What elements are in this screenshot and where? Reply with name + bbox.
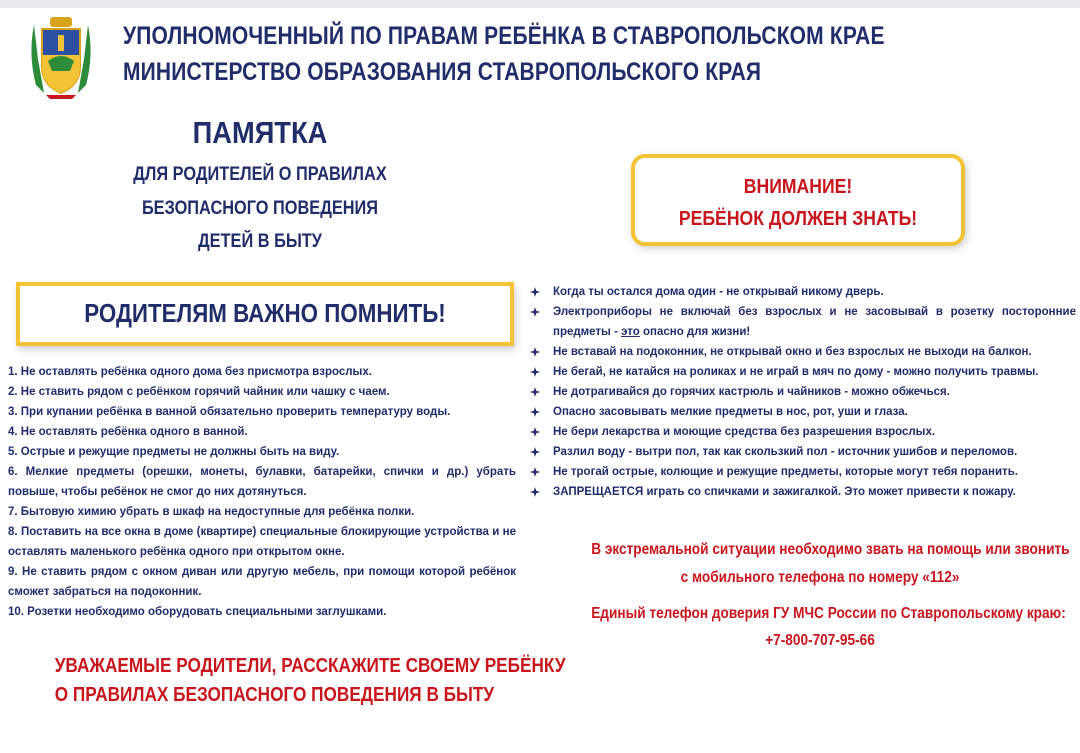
child-rule-item [528,302,1076,342]
child-rules-list [528,282,1076,502]
diamond-bullet-icon [530,447,540,457]
child-rule-item [528,282,1076,302]
diamond-bullet-icon [530,307,540,317]
parents-rules-list [8,362,516,622]
parents-rule-item: 10. Розетки необходимо оборудовать специальными заглушками. [8,606,387,618]
parents-rule-item: 2. Не ставить рядом с ребёнком горячий чайник или чашку с чаем. [8,386,390,398]
child-rule-text: Не бегай, не катайся на роликах и не играй в мяч по дому - можно получить травмы. [553,366,1039,378]
child-rule-text: Не бери лекарства и моющие средства без разрешения взрослых. [553,426,936,438]
child-rule-text: Опасно засовывать мелкие предметы в нос, рот, уши и глаза. [553,406,908,418]
child-rule-item [528,422,1076,442]
stavropol-coat-of-arms-icon [24,15,98,101]
child-rule-text: Не трогай острые, колющие и режущие предметы, которые могут тебя поранить. [553,466,1018,478]
hotline-label: Единый телефон доверия ГУ МЧС России по Ставропольскому краю: [591,605,1066,622]
parents-rule-item: 8. Поставить на все окна в доме (квартире) специальные блокирующие устройства и не оставлять маленького ребёнка одного при открытом окне. [8,526,516,558]
attention-box [631,154,965,246]
parents-rule-item: 4. Не оставлять ребёнка одного в ванной. [8,426,248,438]
memo-subtitle-line-2: БЕЗОПАСНОГО ПОВЕДЕНИЯ [141,198,379,219]
parents-rule-item: 6. Мелкие предметы (орешки, монеты, булавки, батарейки, спички и др.) убрать повыше, чтобы ребёнок не смог до них дотянуться. [8,466,516,498]
hotline-number: +7-800-707-95-66 [765,632,875,649]
parents-rule-item: 3. При купании ребёнка в ванной обязательно проверить температуру воды. [8,406,451,418]
child-rule-underlined-word: это [621,326,640,338]
diamond-bullet-icon [530,467,540,477]
child-rule-text: ЗАПРЕЩАЕТСЯ играть со спичками и зажигалкой. Это может привести к пожару. [553,486,1016,498]
diamond-bullet-icon [530,427,540,437]
child-rule-item [528,462,1076,482]
diamond-bullet-icon [530,287,540,297]
parents-appeal-line-1: УВАЖАЕМЫЕ РОДИТЕЛИ, РАССКАЖИТЕ СВОЕМУ РЕБЁНКУ [54,655,566,677]
diamond-bullet-icon [530,487,540,497]
child-rule-text: Не вставай на подоконник, не открывай окно и без взрослых не выходи на балкон. [553,346,1032,358]
parents-rule-item: 5. Острые и режущие предметы не должны быть на виду. [8,446,340,458]
child-rule-item [528,442,1076,462]
diamond-bullet-icon [530,407,540,417]
memo-title: ПАМЯТКА [192,115,328,150]
memo-subtitle-line-1: ДЛЯ РОДИТЕЛЕЙ О ПРАВИЛАХ [133,164,387,185]
memo-subtitle-line-3: ДЕТЕЙ В БЫТУ [198,231,322,252]
parents-rule-item: 1. Не оставлять ребёнка одного дома без присмотра взрослых. [8,366,372,378]
parents-rule-item: 9. Не ставить рядом с окном диван или другую мебель, при помощи которой ребёнок сможет забраться на подоконник. [8,566,516,598]
header-ombudsman-title: УПОЛНОМОЧЕННЫЙ ПО ПРАВАМ РЕБЁНКА В СТАВРОПОЛЬСКОМ КРАЕ [123,22,885,50]
parents-remember-box [16,282,514,346]
emergency-line-2: с мобильного телефона по номеру «112» [680,569,960,586]
child-rule-text: Не дотрагивайся до горячих кастрюль и чайников - можно обжечься. [553,386,950,398]
parents-remember-heading: РОДИТЕЛЯМ ВАЖНО ПОМНИТЬ! [84,298,446,328]
diamond-bullet-icon [530,347,540,357]
child-rule-text: Когда ты остался дома один - не открывай никому дверь. [553,286,884,298]
child-rule-item [528,382,1076,402]
diamond-bullet-icon [530,367,540,377]
child-rule-item [528,482,1076,502]
child-rule-item [528,342,1076,362]
child-rule-text: Разлил воду - вытри пол, так как скользкий пол - источник ушибов и переломов. [553,446,1018,458]
top-strip [0,0,1080,8]
emergency-line-1: В экстремальной ситуации необходимо звать на помощь или звонить [591,541,1070,558]
child-rule-text-end: опасно для жизни! [639,326,751,338]
attention-line-1: ВНИМАНИЕ! [743,176,853,198]
header-ministry-title: МИНИСТЕРСТВО ОБРАЗОВАНИЯ СТАВРОПОЛЬСКОГО КРАЯ [123,58,762,86]
parents-rule-item: 7. Бытовую химию убрать в шкаф на недоступные для ребёнка полки. [8,506,415,518]
parents-appeal-line-2: О ПРАВИЛАХ БЕЗОПАСНОГО ПОВЕДЕНИЯ В БЫТУ [54,684,495,706]
child-rule-item [528,402,1076,422]
child-rule-text: Электроприборы не включай без взрослых и не засовывай в розетку посторонние предметы - [553,306,1076,338]
attention-line-2: РЕБЁНОК ДОЛЖЕН ЗНАТЬ! [678,208,918,230]
child-rule-item [528,362,1076,382]
diamond-bullet-icon [530,387,540,397]
